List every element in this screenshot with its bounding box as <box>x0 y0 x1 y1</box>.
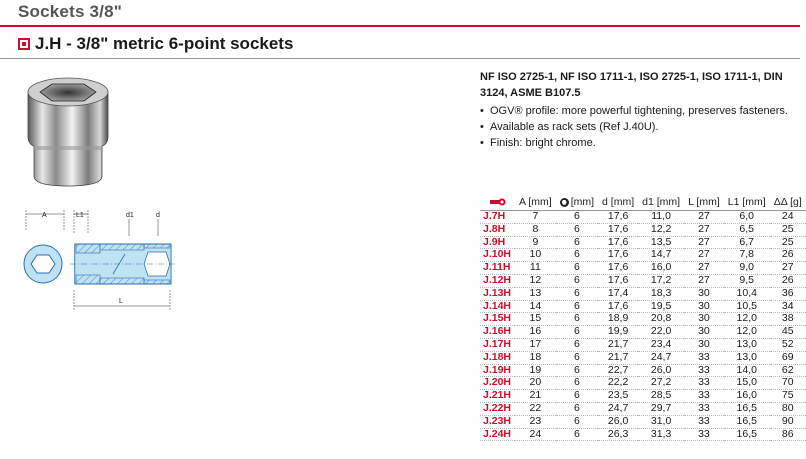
value-cell: 33 <box>684 377 724 390</box>
value-cell: 18,9 <box>598 313 638 326</box>
value-cell: 52 <box>770 338 806 351</box>
reference-cell: J.9H <box>480 236 515 249</box>
value-cell: 6 <box>556 211 598 224</box>
section-title-text: J.H - 3/8" metric 6-point sockets <box>35 34 294 53</box>
value-cell: 13,0 <box>724 338 770 351</box>
table-row <box>480 313 806 326</box>
value-cell: 90 <box>770 415 806 428</box>
value-cell: 14,0 <box>724 364 770 377</box>
table-header-row <box>480 194 806 211</box>
section-rule <box>0 58 800 59</box>
value-cell: 30 <box>684 300 724 313</box>
table-row <box>480 402 806 415</box>
value-cell: 25 <box>770 223 806 236</box>
value-cell: 22,7 <box>598 364 638 377</box>
value-cell: 26,0 <box>598 415 638 428</box>
value-cell: 6 <box>556 223 598 236</box>
reference-cell: J.10H <box>480 249 515 262</box>
value-cell: 6 <box>556 428 598 441</box>
value-cell: 6 <box>556 287 598 300</box>
value-cell: 17,6 <box>598 300 638 313</box>
value-cell: 15,0 <box>724 377 770 390</box>
value-cell: 6,7 <box>724 236 770 249</box>
value-cell: 6 <box>556 249 598 262</box>
value-cell: 6 <box>556 274 598 287</box>
value-cell: 6 <box>556 313 598 326</box>
value-cell: 75 <box>770 390 806 403</box>
value-cell: 14 <box>515 300 556 313</box>
category-title: Sockets 3/8" <box>18 2 123 21</box>
value-cell: 21 <box>515 390 556 403</box>
value-cell: 33 <box>684 415 724 428</box>
value-cell: 9,5 <box>724 274 770 287</box>
value-cell: 17,2 <box>638 274 684 287</box>
value-cell: 15 <box>515 313 556 326</box>
specifications <box>480 69 790 151</box>
value-cell: 6 <box>556 338 598 351</box>
value-cell: 9 <box>515 236 556 249</box>
table-row <box>480 249 806 262</box>
value-cell: 21,7 <box>598 351 638 364</box>
value-cell: 16,0 <box>638 262 684 275</box>
value-cell: 69 <box>770 351 806 364</box>
reference-cell: J.11H <box>480 262 515 275</box>
value-cell: 27 <box>684 262 724 275</box>
feature-item: • Finish: bright chrome. <box>480 135 790 151</box>
dimension-diagram <box>18 206 178 316</box>
section-title <box>18 34 293 54</box>
value-cell: 26,3 <box>598 428 638 441</box>
value-cell: 29,7 <box>638 402 684 415</box>
section-marker-icon <box>18 38 30 50</box>
value-cell: 27 <box>684 211 724 224</box>
standards-text: NF ISO 2725-1, NF ISO 1711-1, ISO 2725-1, ISO 1711-1, DIN 3124, ASME B107.5 <box>480 71 783 99</box>
value-cell: 20,8 <box>638 313 684 326</box>
table-row <box>480 390 806 403</box>
value-cell: 27 <box>684 249 724 262</box>
value-cell: 33 <box>684 351 724 364</box>
col-d1: d1 [mm] <box>642 196 681 208</box>
value-cell: 7 <box>515 211 556 224</box>
table-row <box>480 338 806 351</box>
value-cell: 6 <box>556 390 598 403</box>
value-cell: 62 <box>770 364 806 377</box>
col-ref <box>480 194 515 211</box>
value-cell: 12,0 <box>724 313 770 326</box>
value-cell: 31,3 <box>638 428 684 441</box>
value-cell: 6 <box>556 236 598 249</box>
value-cell: 20 <box>515 377 556 390</box>
value-cell: 19,9 <box>598 326 638 339</box>
value-cell: 27 <box>684 274 724 287</box>
reference-cell: J.21H <box>480 390 515 403</box>
value-cell: 22 <box>515 402 556 415</box>
value-cell: 18 <box>515 351 556 364</box>
reference-cell: J.18H <box>480 351 515 364</box>
value-cell: 22,0 <box>638 326 684 339</box>
reference-cell: J.12H <box>480 274 515 287</box>
value-cell: 6 <box>556 402 598 415</box>
value-cell: 30 <box>684 326 724 339</box>
table-row <box>480 211 806 224</box>
label-d1: d1 <box>126 212 134 219</box>
value-cell: 33 <box>684 364 724 377</box>
value-cell: 17,4 <box>598 287 638 300</box>
reference-cell: J.15H <box>480 313 515 326</box>
value-cell: 17,6 <box>598 262 638 275</box>
wrench-icon <box>490 198 506 206</box>
value-cell: 24,7 <box>598 402 638 415</box>
weight-icon: ΔΔ <box>773 196 788 208</box>
table-row <box>480 364 806 377</box>
value-cell: 12 <box>515 274 556 287</box>
value-cell: 86 <box>770 428 806 441</box>
value-cell: 8 <box>515 223 556 236</box>
value-cell: 13 <box>515 287 556 300</box>
value-cell: 30 <box>684 313 724 326</box>
value-cell: 33 <box>684 390 724 403</box>
value-cell: 24 <box>770 211 806 224</box>
reference-cell: J.7H <box>480 211 515 224</box>
label-L: L <box>119 298 123 305</box>
table-row <box>480 274 806 287</box>
value-cell: 6,5 <box>724 223 770 236</box>
value-cell: 33 <box>684 402 724 415</box>
value-cell: 27 <box>684 223 724 236</box>
col-d: d [mm] <box>602 196 635 208</box>
table-row <box>480 223 806 236</box>
value-cell: 17 <box>515 338 556 351</box>
value-cell: 19,5 <box>638 300 684 313</box>
value-cell: 10 <box>515 249 556 262</box>
value-cell: 26 <box>770 274 806 287</box>
value-cell: 27 <box>770 262 806 275</box>
reference-cell: J.8H <box>480 223 515 236</box>
value-cell: 17,6 <box>598 223 638 236</box>
value-cell: 27 <box>684 236 724 249</box>
table-row <box>480 287 806 300</box>
value-cell: 11,0 <box>638 211 684 224</box>
value-cell: 14,7 <box>638 249 684 262</box>
value-cell: 16 <box>515 326 556 339</box>
value-cell: 16,5 <box>724 428 770 441</box>
value-cell: 6 <box>556 326 598 339</box>
value-cell: 6 <box>556 415 598 428</box>
value-cell: 70 <box>770 377 806 390</box>
value-cell: 10,4 <box>724 287 770 300</box>
feature-item: • Available as rack sets (Ref J.40U). <box>480 119 790 135</box>
value-cell: 17,6 <box>598 249 638 262</box>
socket-photo <box>22 72 114 190</box>
value-cell: 12,2 <box>638 223 684 236</box>
reference-cell: J.19H <box>480 364 515 377</box>
value-cell: 36 <box>770 287 806 300</box>
table-row <box>480 236 806 249</box>
value-cell: 21,7 <box>598 338 638 351</box>
value-cell: 45 <box>770 326 806 339</box>
value-cell: 23,5 <box>598 390 638 403</box>
value-cell: 22,2 <box>598 377 638 390</box>
label-L1: L1 <box>76 212 84 219</box>
value-cell: 30 <box>684 338 724 351</box>
value-cell: 13,5 <box>638 236 684 249</box>
reference-cell: J.17H <box>480 338 515 351</box>
value-cell: 9,0 <box>724 262 770 275</box>
value-cell: 23 <box>515 415 556 428</box>
value-cell: 23,4 <box>638 338 684 351</box>
value-cell: 6 <box>556 364 598 377</box>
value-cell: 16,0 <box>724 390 770 403</box>
value-cell: 6 <box>556 262 598 275</box>
label-d: d <box>156 212 160 219</box>
value-cell: 16,5 <box>724 402 770 415</box>
value-cell: 16,5 <box>724 415 770 428</box>
value-cell: 25 <box>770 236 806 249</box>
col-weight: ΔΔ [g] <box>773 196 802 208</box>
hexagon-icon <box>560 198 569 207</box>
value-cell: 31,0 <box>638 415 684 428</box>
value-cell: 34 <box>770 300 806 313</box>
col-hex: [mm] <box>556 194 598 211</box>
value-cell: 30 <box>684 287 724 300</box>
col-a: A [mm] <box>519 196 552 208</box>
table-row <box>480 326 806 339</box>
value-cell: 11 <box>515 262 556 275</box>
reference-cell: J.22H <box>480 402 515 415</box>
value-cell: 6,0 <box>724 211 770 224</box>
col-l: L [mm] <box>688 196 720 208</box>
reference-cell: J.20H <box>480 377 515 390</box>
value-cell: 24,7 <box>638 351 684 364</box>
value-cell: 26,0 <box>638 364 684 377</box>
header-rule <box>0 25 800 27</box>
value-cell: 19 <box>515 364 556 377</box>
feature-item: • OGV® profile: more powerful tightening, preserves fasteners. <box>480 103 790 119</box>
table-row <box>480 262 806 275</box>
value-cell: 17,6 <box>598 274 638 287</box>
feature-list <box>480 103 790 151</box>
value-cell: 80 <box>770 402 806 415</box>
value-cell: 7,8 <box>724 249 770 262</box>
value-cell: 17,6 <box>598 211 638 224</box>
value-cell: 28,5 <box>638 390 684 403</box>
value-cell: 6 <box>556 351 598 364</box>
table-row <box>480 428 806 441</box>
reference-cell: J.14H <box>480 300 515 313</box>
value-cell: 17,6 <box>598 236 638 249</box>
table-row <box>480 415 806 428</box>
value-cell: 26 <box>770 249 806 262</box>
value-cell: 18,3 <box>638 287 684 300</box>
table-row <box>480 300 806 313</box>
value-cell: 6 <box>556 300 598 313</box>
value-cell: 13,0 <box>724 351 770 364</box>
dimensions-table <box>480 194 806 441</box>
label-A: A <box>42 212 47 219</box>
value-cell: 38 <box>770 313 806 326</box>
reference-cell: J.13H <box>480 287 515 300</box>
reference-cell: J.16H <box>480 326 515 339</box>
table-row <box>480 377 806 390</box>
reference-cell: J.23H <box>480 415 515 428</box>
value-cell: 6 <box>556 377 598 390</box>
value-cell: 24 <box>515 428 556 441</box>
value-cell: 12,0 <box>724 326 770 339</box>
value-cell: 10,5 <box>724 300 770 313</box>
reference-cell: J.24H <box>480 428 515 441</box>
value-cell: 33 <box>684 428 724 441</box>
table-row <box>480 351 806 364</box>
col-l1: L1 [mm] <box>727 196 766 208</box>
value-cell: 27,2 <box>638 377 684 390</box>
